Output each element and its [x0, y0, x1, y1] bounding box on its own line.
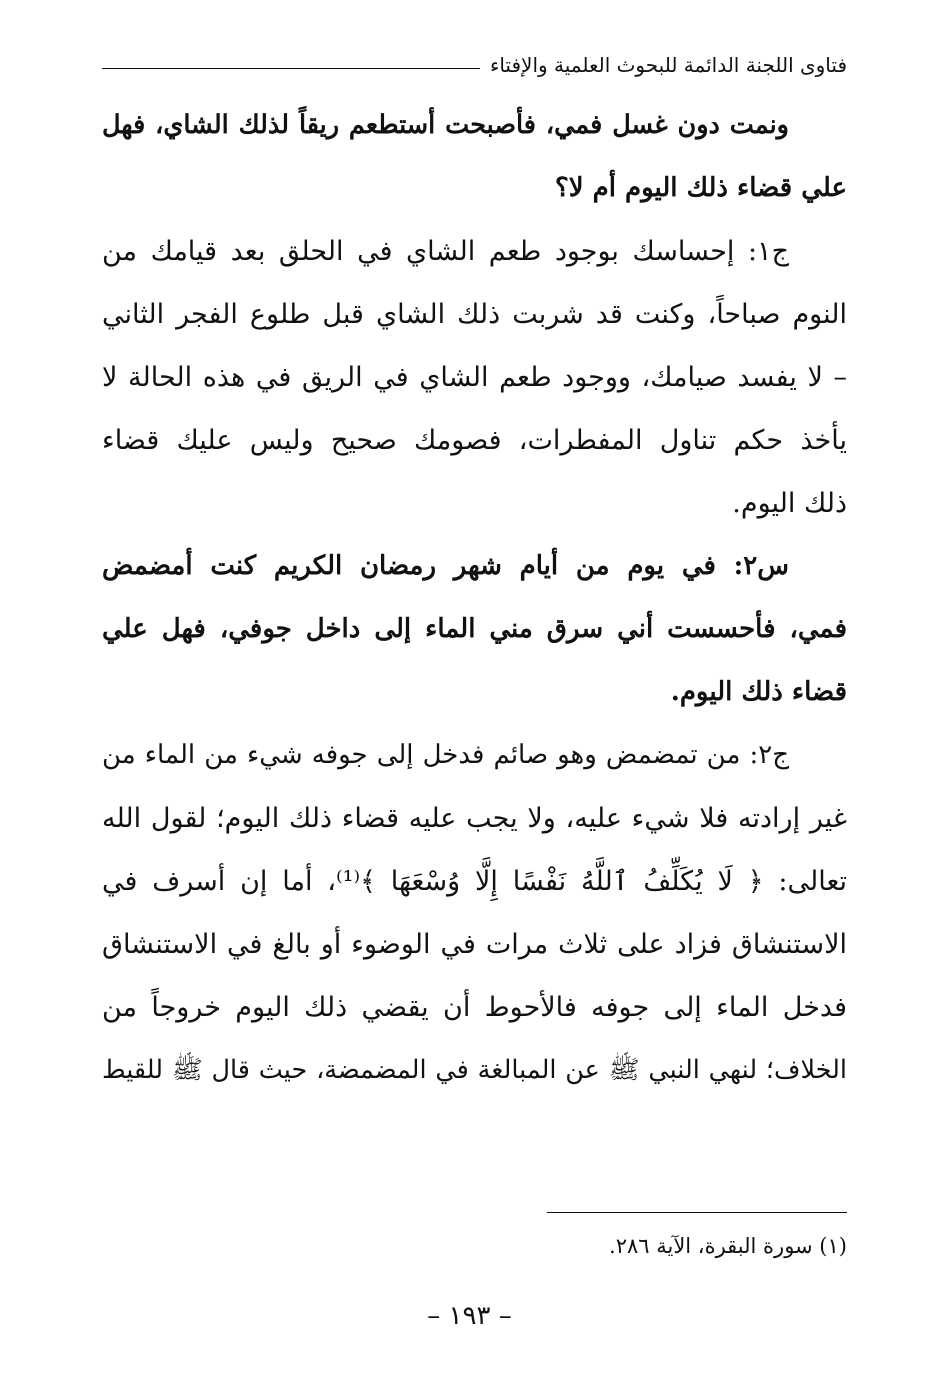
answer-1-line-3: – لا يفسد صيامك، ووجود طعم الشاي في الريق في هذه الحالة لا: [102, 362, 847, 393]
footnote-rule: [547, 1212, 847, 1213]
running-header: [102, 50, 847, 80]
answer-2-line-2: غير إرادته فلا شيء عليه، ولا يجب عليه قضاء ذلك اليوم؛ لقول الله: [102, 803, 847, 834]
running-title: فتاوى اللجنة الدائمة للبحوث العلمية والإفتاء: [489, 53, 847, 77]
question-2-line-3: قضاء ذلك اليوم.: [670, 677, 847, 707]
main-text: [102, 94, 847, 1102]
page-number: – ١٩٣ –: [427, 1301, 512, 1331]
answer-1-line-1: ج١: إحساسك بوجود طعم الشاي في الحلق بعد قيامك من: [102, 236, 789, 267]
answer-2-line-5: فدخل الماء إلى جوفه فالأحوط أن يقضي ذلك اليوم خروجاً من: [102, 992, 847, 1023]
question-2-line-2: فمي، فأحسست أني سرق مني الماء إلى داخل جوفي، فهل علي: [102, 614, 847, 644]
answer-1-line-2: النوم صباحاً، وكنت قد شربت ذلك الشاي قبل طلوع الفجر الثاني: [102, 299, 847, 330]
header-rule: [102, 68, 480, 69]
answer-2-line-4: الاستنشاق فزاد على ثلاث مرات في الوضوء أو بالغ في الاستنشاق: [102, 929, 847, 960]
question-1-line-2: علي قضاء ذلك اليوم أم لا؟: [554, 173, 847, 203]
question-2-line-1: س٢: في يوم من أيام شهر رمضان الكريم كنت أمضمض: [102, 551, 789, 581]
footnote: (١) سورة البقرة، الآية ٢٨٦.: [609, 1234, 847, 1258]
answer-1-line-4: يأخذ حكم تناول المفطرات، فصومك صحيح وليس عليك قضاء: [102, 425, 847, 456]
answer-2-line-6: الخلاف؛ لنهي النبي ﷺ عن المبالغة في المضمضة، حيث قال ﷺ للقيط: [102, 1055, 847, 1085]
question-1-line-1: ونمت دون غسل فمي، فأصبحت أستطعم ريقاً لذلك الشاي، فهل: [102, 110, 789, 140]
answer-2-line-3-quran-verse: تعالى: ﴿ لَا يُكَلِّفُ ٱللَّهُ نَفْسًا إِلَّا وُسْعَهَا ﴾⁽¹⁾، أما إن أسرف في: [102, 866, 847, 897]
answer-1-line-5: ذلك اليوم.: [732, 488, 847, 519]
answer-2-line-1: ج٢: من تمضمض وهو صائم فدخل إلى جوفه شيء من الماء من: [102, 740, 789, 770]
